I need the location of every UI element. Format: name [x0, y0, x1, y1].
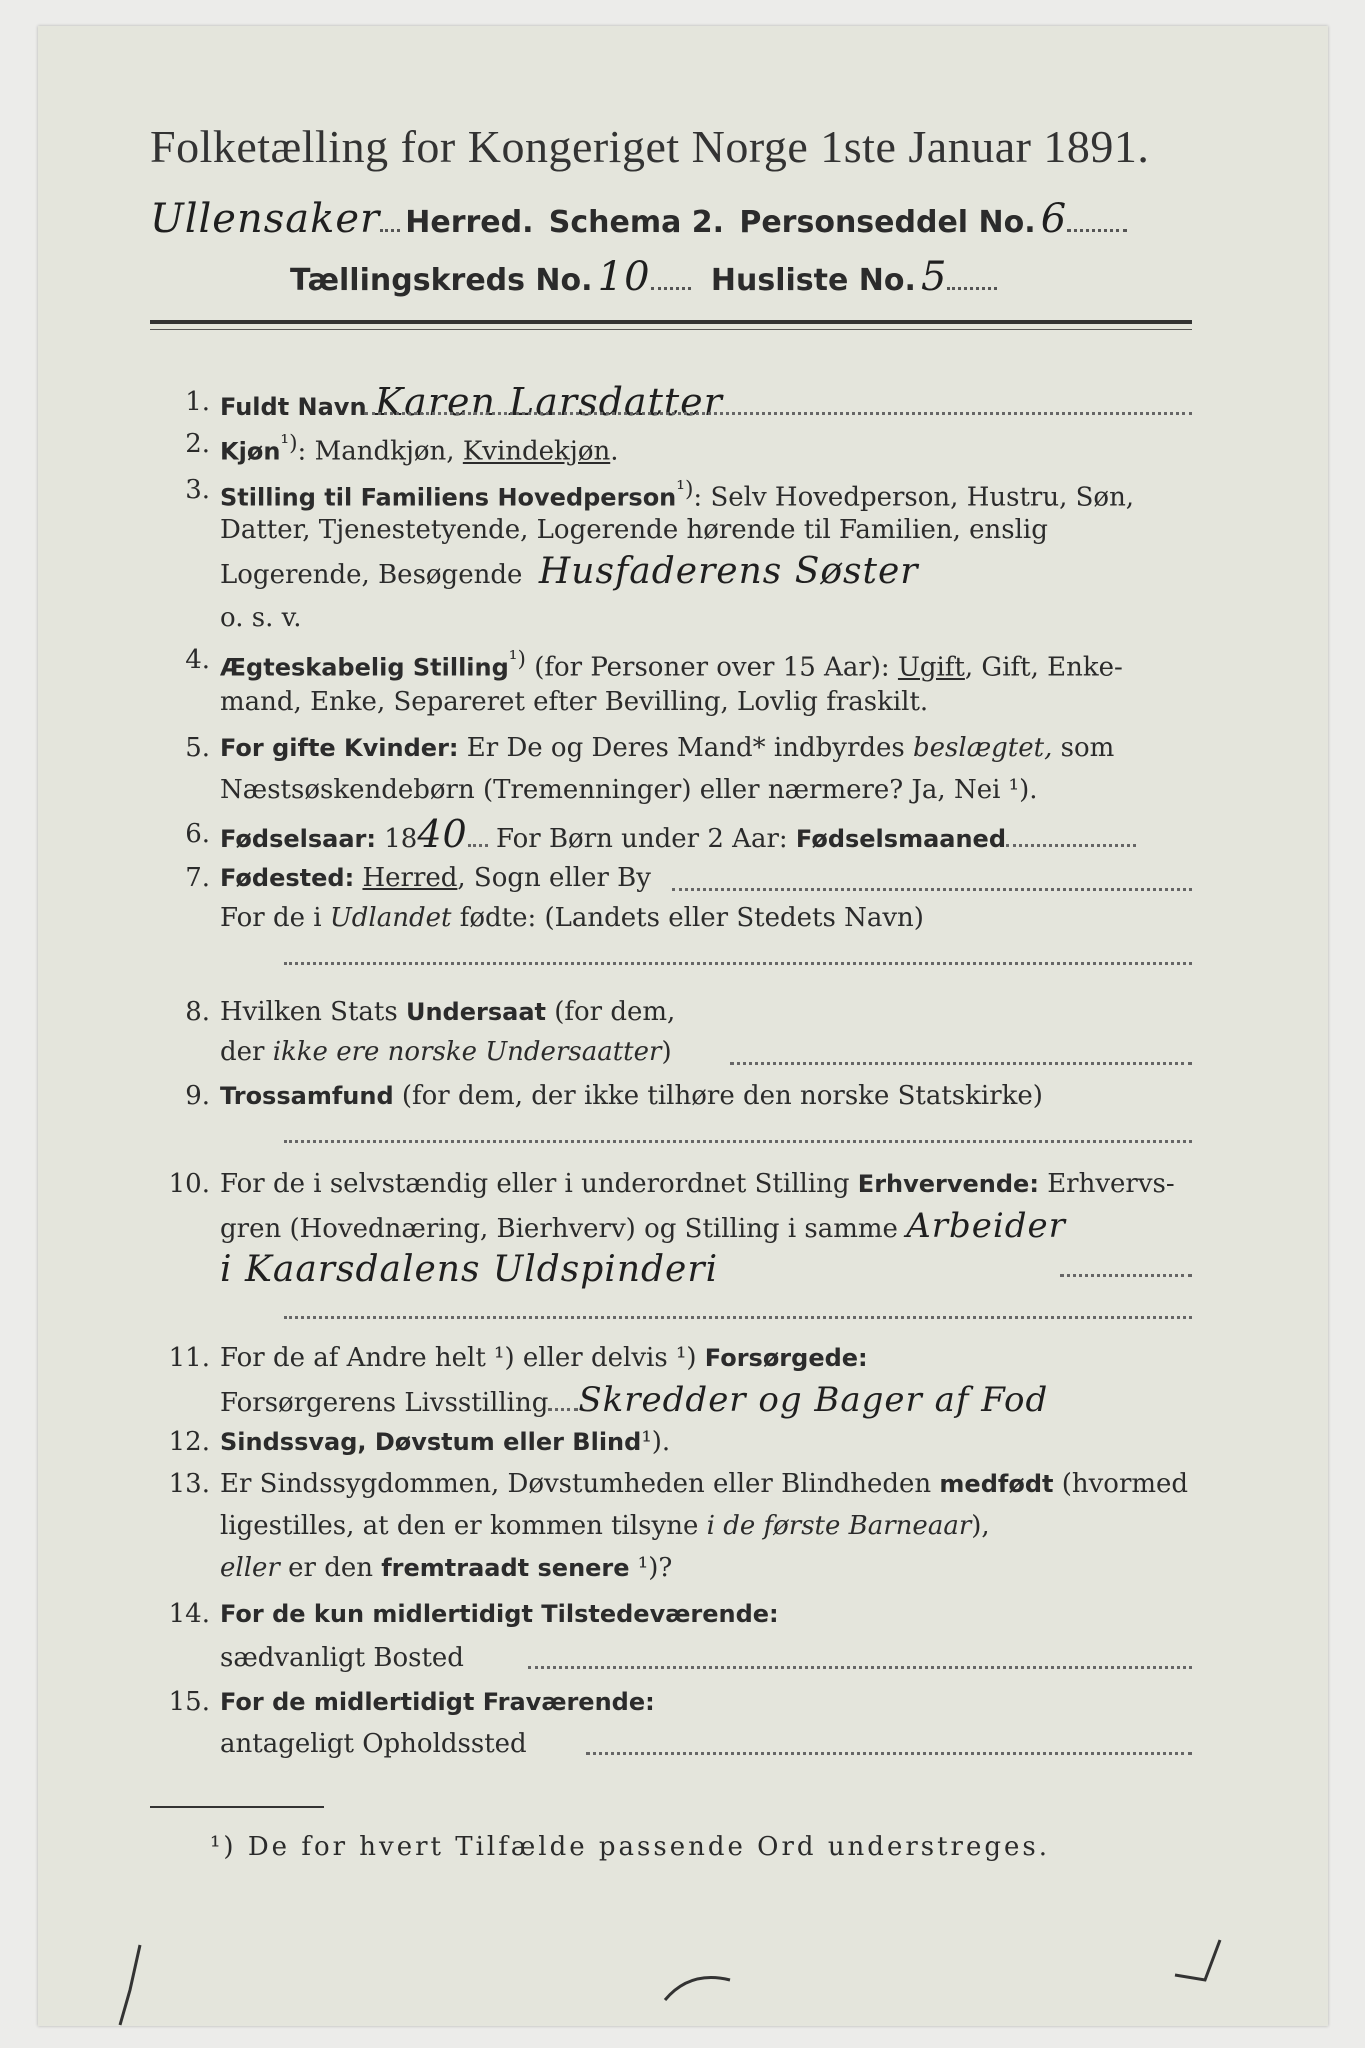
dotted-leader	[468, 838, 488, 847]
occupation-text-end: Erhvervs-	[1038, 1169, 1175, 1199]
family-position-label: Stilling til Familiens Hovedperson	[220, 483, 677, 512]
question-number: 11.	[168, 1343, 210, 1373]
occupation-label: Erhvervende:	[857, 1170, 1039, 1198]
pen-mark	[1160, 1930, 1240, 2000]
husliste-value: 5	[921, 254, 948, 300]
pen-mark	[100, 1940, 180, 2030]
kreds-label: Tællingskreds No.	[290, 263, 593, 298]
sex-options: : Mandkjøn,	[297, 436, 463, 467]
question-number: 9.	[185, 1081, 210, 1111]
supported-label: Forsørgede:	[704, 1344, 868, 1372]
family-position-options-2: Datter, Tjenestetyende, Logerende hørende til Familien, enslig	[220, 515, 1048, 545]
religion-label: Trossamfund	[220, 1082, 394, 1110]
disability-label: Sindssvag, Døvstum eller Blind	[220, 1428, 642, 1456]
congenital-label: medfødt	[939, 1470, 1054, 1498]
citizenship-text-end: (for dem,	[545, 997, 676, 1027]
footnote-ref: ¹).	[641, 1427, 671, 1457]
footnote-ref: ¹)	[676, 477, 694, 502]
citizenship-label: Undersaat	[405, 998, 546, 1026]
dotted-line	[284, 960, 1192, 965]
full-name-value: Karen Larsdatter	[374, 380, 723, 424]
dotted-leader	[1067, 225, 1127, 232]
question-number: 3.	[185, 475, 210, 505]
congenital-italic: i de første Barneaar	[706, 1511, 972, 1541]
punctuation: .	[610, 436, 619, 467]
birthplace-options: , Sogn eller By	[457, 863, 651, 893]
married-women-text: Er De og Deres Mand* indbyrdes	[458, 733, 914, 763]
dotted-leader	[1006, 838, 1136, 847]
question-number: 14.	[168, 1599, 210, 1629]
abroad-italic: Udlandet	[329, 903, 452, 933]
herred-handwritten: Ullensaker	[150, 196, 381, 242]
question-number: 2.	[185, 429, 210, 459]
married-women-text-end: som	[1052, 733, 1115, 763]
marital-status-options: , Gift, Enke-	[964, 652, 1123, 683]
occupation-text: For de i selvstændig eller i underordnet Stilling	[220, 1169, 858, 1199]
family-position-options-3: Logerende, Besøgende	[220, 560, 523, 590]
congenital-italic-2: eller	[220, 1553, 280, 1583]
probable-residence-text: antageligt Opholdssted	[220, 1729, 527, 1759]
family-position-options: : Selv Hovedperson, Hustru, Søn,	[693, 482, 1135, 513]
abroad-text: For de i	[220, 903, 330, 933]
question-number: 7.	[185, 863, 210, 893]
dotted-line	[672, 886, 1192, 891]
congenital-text-3: er den	[279, 1553, 382, 1583]
temporary-absent-label: For de midlertidigt Fraværende:	[220, 1688, 655, 1716]
congenital-text-2: ligestilles, at den er kommen tilsyne	[220, 1511, 707, 1541]
provider-occupation-text: Forsørgerens Livsstilling	[220, 1388, 549, 1418]
birth-month-label: Fødselsmaaned	[795, 825, 1007, 853]
abroad-text-end: fødte: (Landets eller Stedets Navn)	[451, 903, 924, 933]
question-number: 8.	[185, 997, 210, 1027]
dotted-line	[365, 410, 1192, 415]
question-number: 10.	[168, 1169, 210, 1199]
question-number: 12.	[168, 1427, 210, 1457]
marital-status-text: (for Personer over 15 Aar):	[525, 652, 898, 683]
dotted-line	[586, 1750, 1192, 1755]
provider-occupation-value: Skredder og Bager af Fod	[578, 1380, 1049, 1420]
supported-text: For de af Andre helt ¹) eller delvis ¹)	[220, 1343, 705, 1373]
kreds-value: 10	[597, 254, 651, 300]
marital-status-options-2: mand, Enke, Separeret efter Bevilling, Lovlig fraskilt.	[220, 687, 929, 717]
later-onset-label: fremtraadt senere	[381, 1554, 630, 1582]
full-name-label: Fuldt Navn	[220, 393, 367, 421]
kreds-line	[290, 254, 1090, 304]
birth-year-prefix: 18	[376, 824, 418, 854]
personseddel-label: Personseddel No.	[739, 205, 1036, 240]
footnote-ref: ¹)	[280, 431, 298, 456]
sex-selected: Kvindekjøn	[462, 436, 611, 467]
congenital-text-end: (hvormed	[1053, 1469, 1189, 1499]
citizenship-text: Hvilken Stats	[220, 997, 406, 1027]
footnote-text: ¹) De for hvert Tilfælde passende Ord understreges.	[210, 1832, 1051, 1862]
religion-text: (for dem, der ikke tilhøre den norske Statskirke)	[393, 1081, 1043, 1111]
married-women-text-2: Næstsøskendebørn (Tremenninger) eller nærmere? Ja, Nei ¹).	[220, 775, 1038, 805]
dotted-line	[730, 1060, 1192, 1065]
form-title: Folketælling for Kongeriget Norge 1ste Januar 1891.	[150, 121, 1150, 172]
herred-label: Herred.	[405, 205, 534, 240]
congenital-text: Er Sindssygdommen, Døvstumheden eller Blindheden	[220, 1469, 940, 1499]
birth-year-value: 40	[417, 812, 468, 856]
dotted-leader	[651, 283, 691, 290]
birthplace-label: Fødested:	[220, 864, 355, 892]
birth-month-text: For Børn under 2 Aar:	[487, 824, 796, 854]
dotted-leader	[947, 283, 997, 290]
occupation-value-2: i Kaarsdalens Uldspinderi	[220, 1249, 719, 1290]
dotted-line	[1060, 1272, 1192, 1277]
birthplace-selected: Herred	[362, 863, 458, 893]
citizenship-text-2-end: )	[661, 1037, 672, 1067]
footnote-ref: ¹)	[508, 647, 526, 672]
married-women-label: For gifte Kvinder:	[220, 734, 459, 762]
sex-label: Kjøn	[220, 437, 281, 466]
dotted-leader	[380, 225, 400, 232]
question-number: 15.	[168, 1687, 210, 1717]
citizenship-italic: ikke ere norske Undersaatter	[272, 1037, 662, 1067]
marital-status-label: Ægteskabelig Stilling	[220, 653, 509, 682]
dotted-line	[284, 1138, 1192, 1143]
temporary-present-label: For de kun midlertidigt Tilstedeværende:	[220, 1600, 779, 1628]
question-number: 5.	[185, 733, 210, 763]
citizenship-text-2: der	[220, 1037, 273, 1067]
usual-residence-text: sædvanligt Bosted	[220, 1643, 464, 1673]
family-position-value: Husfaderens Søster	[538, 551, 919, 592]
pen-mark	[660, 1960, 740, 2010]
herred-line	[150, 196, 1210, 246]
dotted-line	[528, 1664, 1192, 1669]
dotted-line	[284, 1314, 1192, 1319]
question-number: 13.	[168, 1469, 210, 1499]
schema-label: Schema 2.	[548, 205, 725, 240]
header-divider-thin	[150, 329, 1192, 330]
question-number: 1.	[185, 387, 210, 417]
married-women-italic: beslægtet,	[913, 733, 1053, 763]
question-number: 4.	[185, 645, 210, 675]
birth-year-label: Fødselsaar:	[220, 825, 376, 853]
header-divider-thick	[150, 320, 1192, 324]
congenital-text-3-end: ¹)?	[629, 1553, 673, 1583]
husliste-label: Husliste No.	[710, 263, 916, 298]
family-position-osv: o. s. v.	[220, 603, 302, 633]
personseddel-value: 6	[1040, 196, 1068, 242]
footnote-divider	[150, 1806, 324, 1808]
dotted-leader	[548, 1402, 578, 1411]
question-number: 6.	[185, 819, 210, 849]
occupation-text-2: gren (Hovednæring, Bierhverv) og Stilling i samme	[220, 1214, 898, 1244]
marital-status-selected: Ugift	[897, 652, 965, 683]
occupation-value-1: Arbeider	[906, 1206, 1066, 1246]
congenital-text-2-end: ),	[971, 1511, 990, 1541]
